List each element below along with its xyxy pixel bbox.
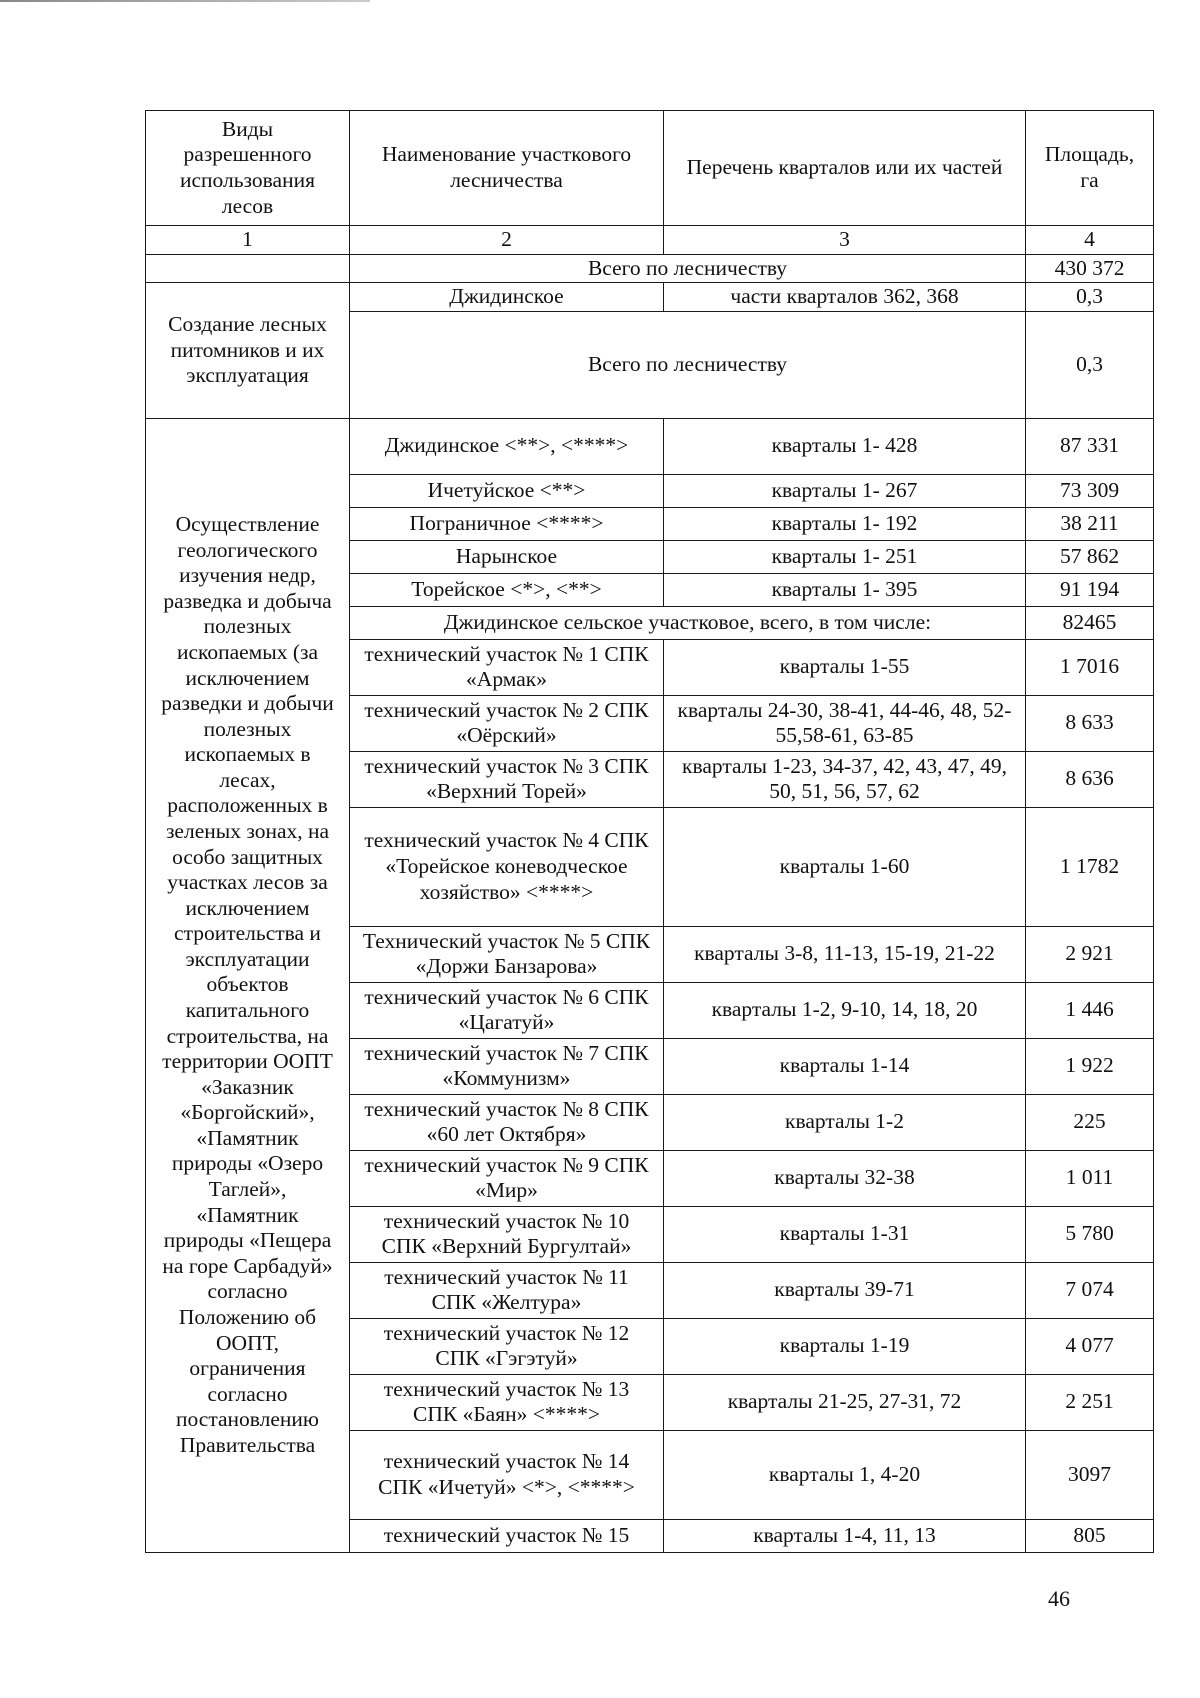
usage-nursery: Создание лесных питомников и их эксплуатация	[146, 283, 350, 419]
quarters-list: кварталы 1-2	[664, 1094, 1026, 1150]
quarters-list: кварталы 1- 395	[664, 573, 1026, 606]
area-value: 8 633	[1026, 695, 1154, 751]
quarters-list: кварталы 1-60	[664, 807, 1026, 926]
quarters-list: кварталы 1, 4-20	[664, 1430, 1026, 1519]
quarters-list: кварталы 1-14	[664, 1038, 1026, 1094]
quarters-list: кварталы 1-55	[664, 639, 1026, 695]
forestry-name: Джидинское <**>, <****>	[350, 418, 664, 474]
header-quarters-list: Перечень кварталов или их частей	[664, 111, 1026, 226]
quarters-list: кварталы 1-31	[664, 1206, 1026, 1262]
area-value: 1 1782	[1026, 807, 1154, 926]
column-number: 3	[664, 226, 1026, 255]
header-usage-type: Виды разрешенного использования лесов	[146, 111, 350, 226]
technical-site-name: технический участок № 3 СПК «Верхний Торей»	[350, 751, 664, 807]
area-value: 2 921	[1026, 926, 1154, 982]
technical-site-name: технический участок № 15	[350, 1519, 664, 1552]
header-area: Площадь, га	[1026, 111, 1154, 226]
technical-site-name: технический участок № 7 СПК «Коммунизм»	[350, 1038, 664, 1094]
quarters-list: кварталы 1- 267	[664, 474, 1026, 507]
technical-site-name: технический участок № 9 СПК «Мир»	[350, 1150, 664, 1206]
quarters-list: кварталы 1-4, 11, 13	[664, 1519, 1026, 1552]
area-value: 805	[1026, 1519, 1154, 1552]
area-value: 1 922	[1026, 1038, 1154, 1094]
forestry-name: Пограничное <****>	[350, 507, 664, 540]
technical-site-name: технический участок № 2 СПК «Оёрский»	[350, 695, 664, 751]
area-value: 7 074	[1026, 1262, 1154, 1318]
quarters-list: кварталы 1-19	[664, 1318, 1026, 1374]
technical-site-name: технический участок № 12 СПК «Гэгэтуй»	[350, 1318, 664, 1374]
area-value: 87 331	[1026, 418, 1154, 474]
quarters-list: кварталы 1-2, 9-10, 14, 18, 20	[664, 982, 1026, 1038]
technical-site-name: технический участок № 8 СПК «60 лет Октября»	[350, 1094, 664, 1150]
technical-site-name: технический участок № 14 СПК «Ичетуй» <*>, <****>	[350, 1430, 664, 1519]
column-number-row	[146, 226, 1154, 255]
technical-site-name: технический участок № 11 СПК «Желтура»	[350, 1262, 664, 1318]
area-value: 73 309	[1026, 474, 1154, 507]
area-value: 91 194	[1026, 573, 1154, 606]
subtotal-area: 0,3	[1026, 311, 1154, 418]
table-row	[146, 418, 1154, 474]
quarters-list: кварталы 24-30, 38-41, 44-46, 48, 52-55,58-61, 63-85	[664, 695, 1026, 751]
quarters-list: кварталы 1- 428	[664, 418, 1026, 474]
quarters-list: кварталы 32-38	[664, 1150, 1026, 1206]
scan-edge-mark	[0, 0, 370, 2]
area-value: 1 7016	[1026, 639, 1154, 695]
area-value: 8 636	[1026, 751, 1154, 807]
technical-site-name: технический участок № 1 СПК «Армак»	[350, 639, 664, 695]
area-value: 3097	[1026, 1430, 1154, 1519]
table-header-row	[146, 111, 1154, 226]
table-row	[146, 283, 1154, 312]
area-value: 1 446	[1026, 982, 1154, 1038]
quarters-list: части кварталов 362, 368	[664, 283, 1026, 312]
page-number: 46	[1048, 1586, 1070, 1611]
quarters-list: кварталы 39-71	[664, 1262, 1026, 1318]
technical-site-name: технический участок № 6 СПК «Цагатуй»	[350, 982, 664, 1038]
area-value: 5 780	[1026, 1206, 1154, 1262]
technical-site-name: технический участок № 10 СПК «Верхний Бургултай»	[350, 1206, 664, 1262]
forestry-name: Нарынское	[350, 540, 664, 573]
quarters-list: кварталы 1-23, 34-37, 42, 43, 47, 49, 50, 51, 56, 57, 62	[664, 751, 1026, 807]
area-value: 2 251	[1026, 1374, 1154, 1430]
quarters-list: кварталы 1- 192	[664, 507, 1026, 540]
area-value: 38 211	[1026, 507, 1154, 540]
technical-site-name: Технический участок № 5 СПК «Доржи Банзарова»	[350, 926, 664, 982]
forestry-name: Ичетуйское <**>	[350, 474, 664, 507]
column-number: 1	[146, 226, 350, 255]
area-value: 225	[1026, 1094, 1154, 1150]
total-area: 430 372	[1026, 254, 1154, 283]
forestry-name: Торейское <*>, <**>	[350, 573, 664, 606]
header-forestry-name: Наименование участкового лесничества	[350, 111, 664, 226]
total-label: Всего по лесничеству	[350, 254, 1026, 283]
subtotal-label: Всего по лесничеству	[350, 311, 1026, 418]
technical-site-name: технический участок № 13 СПК «Баян» <****>	[350, 1374, 664, 1430]
subtotal-label: Джидинское сельское участковое, всего, в том числе:	[350, 606, 1026, 639]
column-number: 4	[1026, 226, 1154, 255]
forestry-name: Джидинское	[350, 283, 664, 312]
forest-use-table	[145, 110, 1154, 1553]
column-number: 2	[350, 226, 664, 255]
total-row	[146, 254, 1154, 283]
quarters-list: кварталы 21-25, 27-31, 72	[664, 1374, 1026, 1430]
usage-geology: Осуществление геологического изучения недр, разведка и добыча полезных ископаемых (за исключением разведки и добычи полезных ископаемых в лесах, расположенных в зеленых зонах, на особо защитных участках лесов за исключением строительства и эксплуатации объектов капитального строительства, на территории ООПТ «Заказник «Боргойский», «Памятник природы «Озеро Таглей», «Памятник природы «Пещера на горе Сарбадуй» согласно Положению об ООПТ, ограничения согласно постановлению Правительства	[146, 418, 350, 1552]
area-value: 57 862	[1026, 540, 1154, 573]
area-value: 0,3	[1026, 283, 1154, 312]
subtotal-area: 82465	[1026, 606, 1154, 639]
area-value: 4 077	[1026, 1318, 1154, 1374]
area-value: 1 011	[1026, 1150, 1154, 1206]
technical-site-name: технический участок № 4 СПК «Торейское коневодческое хозяйство» <****>	[350, 807, 664, 926]
quarters-list: кварталы 3-8, 11-13, 15-19, 21-22	[664, 926, 1026, 982]
quarters-list: кварталы 1- 251	[664, 540, 1026, 573]
